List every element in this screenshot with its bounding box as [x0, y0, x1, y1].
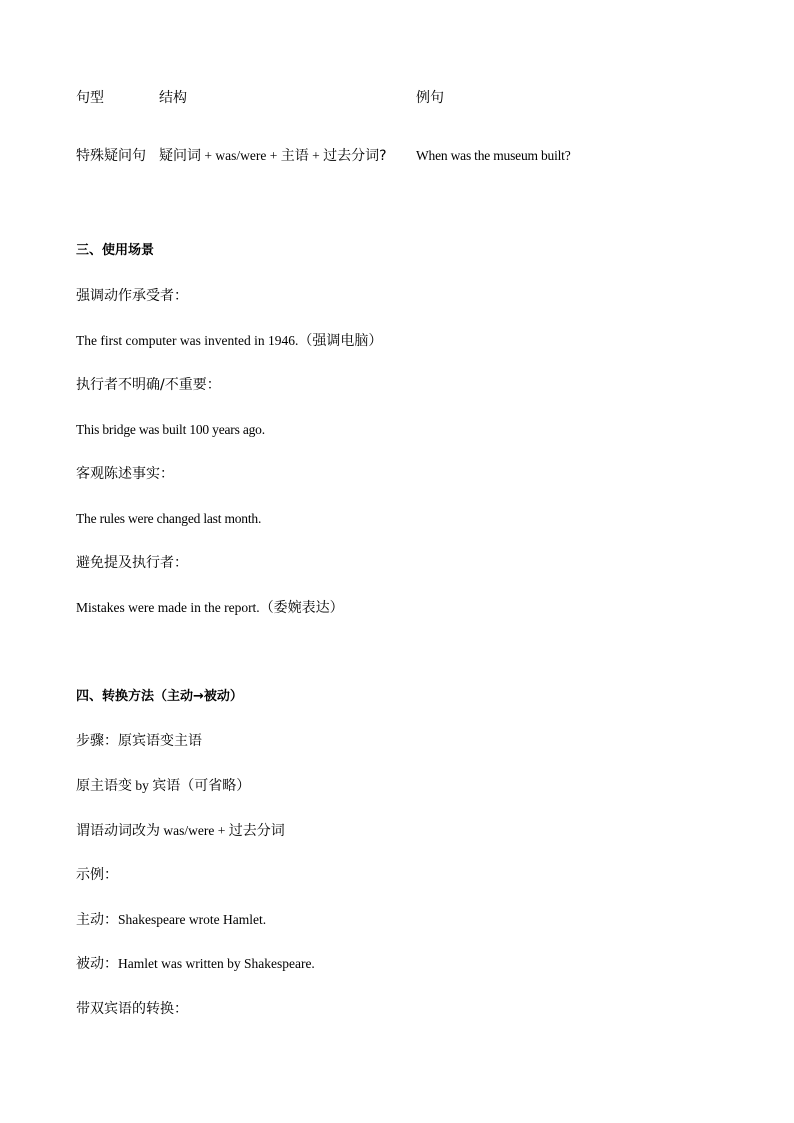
active-example [76, 913, 266, 927]
step-2-part-a: 原主语变 [76, 778, 132, 794]
scenario-label-1: 强调动作承受者： [76, 288, 188, 304]
scenario-example-4-en: Mistakes were made in the report. [76, 600, 260, 615]
scenario-example-1 [76, 334, 382, 348]
scenario-example-4 [76, 601, 344, 615]
passive-example [76, 957, 315, 971]
step-2-part-c: 宾语（可省略） [152, 778, 251, 794]
active-label: 主动： [76, 912, 118, 928]
step-1-label: 步骤： [76, 733, 118, 749]
scenario-example-3: The rules were changed last month. [76, 511, 262, 526]
table-cell-example: When was the museum built? [416, 148, 571, 163]
example-label: 示例： [76, 867, 118, 883]
structure-part-be: + was/were + [201, 148, 281, 163]
table-header-pattern: 句型 [76, 90, 104, 106]
step-3-part-a: 谓语动词改为 [76, 823, 160, 839]
step-2-part-b: by [132, 778, 153, 793]
double-object-heading: 带双宾语的转换： [76, 1001, 188, 1017]
structure-part-subject: 主语 [280, 148, 309, 164]
step-1-text: 原宾语变主语 [118, 733, 202, 749]
table-header-example: 例句 [416, 90, 444, 106]
scenario-example-2: This bridge was built 100 years ago. [76, 422, 265, 437]
active-text: Shakespeare wrote Hamlet. [118, 912, 267, 927]
structure-part-plus: + [308, 148, 324, 163]
structure-part-participle: 过去分词? [323, 148, 387, 164]
table-cell-pattern: 特殊疑问句 [76, 148, 146, 164]
step-2 [76, 779, 250, 793]
section3-heading: 三、使用场景 [76, 243, 155, 258]
structure-part-wh: 疑问词 [159, 148, 201, 164]
table-cell-structure [159, 149, 387, 163]
step-3-part-c: 过去分词 [228, 823, 285, 839]
step-1 [76, 734, 202, 748]
passive-text: Hamlet was written by Shakespeare. [118, 956, 315, 971]
scenario-label-3: 客观陈述事实： [76, 466, 174, 482]
scenario-example-1-note: （强调电脑） [298, 333, 383, 349]
step-3 [76, 824, 285, 838]
scenario-label-4: 避免提及执行者： [76, 555, 188, 571]
scenario-label-2: 执行者不明确/不重要： [76, 377, 221, 393]
step-3-part-b: was/were + [160, 823, 229, 838]
section4-heading: 四、转换方法（主动→被动） [76, 689, 243, 704]
scenario-example-4-note: （委婉表达） [259, 600, 344, 616]
scenario-example-1-en: The first computer was invented in 1946. [76, 333, 299, 348]
passive-label: 被动： [76, 956, 118, 972]
table-header-structure: 结构 [159, 90, 187, 106]
